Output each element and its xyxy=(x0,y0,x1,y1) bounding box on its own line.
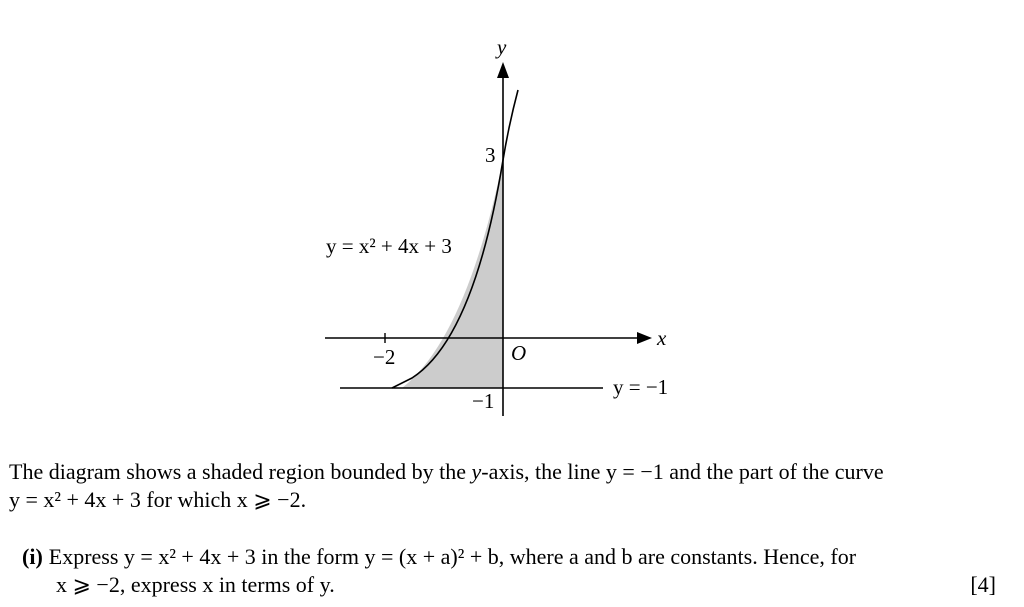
intro-text-b: -axis, the line xyxy=(481,459,606,484)
tick-label-x-neg2: −2 xyxy=(373,345,396,369)
x-axis-label: x xyxy=(657,326,667,350)
marks-label: [4] xyxy=(970,572,996,597)
intro-line-2: y = x² + 4x + 3 for which x ⩾ −2. xyxy=(9,487,307,512)
tick-label-y-3: 3 xyxy=(485,143,496,167)
x-axis-arrow-icon xyxy=(637,332,652,344)
question-line-1: Express y = x² + 4x + 3 in the form y = (x + a)² + b, where a and b are constants. Hence, for xyxy=(48,544,857,569)
shaded-region xyxy=(402,160,503,388)
intro-text-a: The diagram shows a shaded region bounded by the xyxy=(9,459,472,484)
intro-eq: y = −1 xyxy=(605,459,664,484)
tick-label-y-neg1: −1 xyxy=(472,389,495,413)
y-axis-arrow-icon xyxy=(497,62,509,78)
intro-paragraph xyxy=(9,458,1009,514)
y-axis-label: y xyxy=(497,35,507,59)
curve-label: y = x² + 4x + 3 xyxy=(326,234,452,258)
question-line-2: x ⩾ −2, express x in terms of y. xyxy=(56,572,335,597)
question-i xyxy=(22,543,1000,599)
question-number: (i) xyxy=(22,544,43,569)
intro-text-c: and the part of the curve xyxy=(663,459,884,484)
line-label: y = −1 xyxy=(613,375,669,399)
origin-label: O xyxy=(511,341,527,365)
intro-y: y xyxy=(471,459,482,484)
